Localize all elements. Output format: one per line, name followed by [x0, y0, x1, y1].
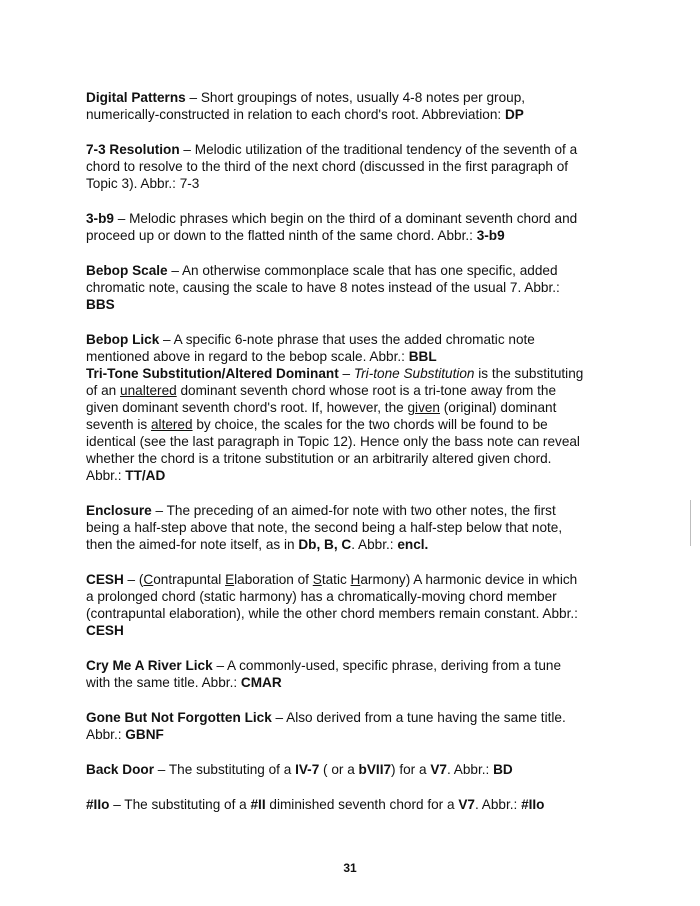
entry-gone-but-not-forgotten-lick: Gone But Not Forgotten Lick – Also derived from a tune having the same title. Abbr.: GBNF — [86, 710, 566, 742]
definition: Melodic utilization of the traditional tendency of the seventh of a chord to resolve to the third of the next chord (discussed in the first paragraph of Topic 3). Abbr.: 7-3 — [86, 142, 578, 191]
definition: An otherwise commonplace scale that has one specific, added chromatic note, causing the scale to have 8 notes instead of the usual 7. Abbr.: — [86, 263, 560, 295]
glossary — [86, 89, 586, 831]
entry-back-door: Back Door – The substituting of a IV-7 ( or a bVII7) for a V7. Abbr.: BD — [86, 762, 513, 777]
term: Bebop Lick — [86, 332, 160, 347]
definition: A specific 6-note phrase that uses the added chromatic note mentioned above in regard to the bebop scale. Abbr.: — [86, 332, 535, 364]
definition: The preceding of an aimed-for note with two other notes, the first being a half-step above that note, the second being a half-step below that note, then the aimed-for note itself, as in — [86, 503, 563, 552]
abbreviation: CMAR — [240, 675, 282, 690]
term: Back Door — [86, 762, 154, 777]
entry-3-b9: 3-b9 – Melodic phrases which begin on the third of a dominant seventh chord and proceed up or down to the flatted ninth of the same chord. Abbr.: 3-b9 — [86, 211, 578, 243]
term: #IIo — [86, 797, 110, 812]
entry-digital-patterns: Digital Patterns – Short groupings of notes, usually 4-8 notes per group, numerically-constructed in relation to each chord's root. Abbreviation: DP — [86, 90, 526, 122]
entry-bebop-lick: Bebop Lick – A specific 6-note phrase that uses the added chromatic note mentioned above in regard to the bebop scale. Abbr.: BBL — [86, 332, 535, 364]
term: Cry Me A River Lick — [86, 658, 213, 673]
entry-7-3-resolution: 7-3 Resolution – Melodic utilization of the traditional tendency of the seventh of a chord to resolve to the third of the next chord (discussed in the first paragraph of Topic 3). Abbr.: 7-3 — [86, 142, 578, 191]
entry-enclosure: Enclosure – The preceding of an aimed-for note with two other notes, the first being a half-step above that note, the second being a half-step below that note, then the aimed-for note itself, as in Db, B, C. Abbr.: encl. — [86, 503, 563, 552]
entry-sharp-iio: #IIo – The substituting of a #II diminished seventh chord for a V7. Abbr.: #IIo — [86, 797, 545, 812]
definition: A commonly-used, specific phrase, deriving from a tune with the same title. Abbr.: — [86, 658, 562, 690]
scan-edge-mark — [690, 500, 691, 546]
term: Enclosure — [86, 503, 152, 518]
definition: Also derived from a tune having the same title. Abbr.: — [86, 710, 566, 742]
term: 3-b9 — [86, 211, 114, 226]
abbreviation: 3-b9 — [476, 228, 505, 243]
abbreviation: TT/AD — [125, 468, 166, 483]
entry-cesh: CESH – (Contrapuntal Elaboration of Static Harmony) A harmonic device in which a prolonged chord (static harmony) has a chromatically-moving chord member (contrapuntal elaboration), while the other chord members remain constant. Abbr.: CESH — [86, 572, 578, 638]
page-number: 31 — [343, 861, 357, 875]
term: Gone But Not Forgotten Lick — [86, 710, 272, 725]
term: CESH — [86, 572, 124, 587]
abbreviation: BBS — [86, 297, 115, 312]
entry-bebop-scale: Bebop Scale – An otherwise commonplace scale that has one specific, added chromatic note, causing the scale to have 8 notes instead of the usual 7. Abbr.: BBS — [86, 263, 560, 312]
abbreviation: encl. — [397, 537, 429, 552]
term: 7-3 Resolution — [86, 142, 180, 157]
definition: Short groupings of notes, usually 4-8 notes per group, numerically-constructed in relation to each chord's root. Abbreviation: — [86, 90, 526, 122]
term: Tri-Tone Substitution/Altered Dominant — [86, 366, 339, 381]
abbreviation: DP — [504, 107, 524, 122]
term: Digital Patterns — [86, 90, 186, 105]
definition: Melodic phrases which begin on the third of a dominant seventh chord and proceed up or down to the flatted ninth of the same chord. Abbr.: — [86, 211, 578, 243]
abbreviation: BBL — [408, 349, 437, 364]
abbreviation: BD — [493, 762, 513, 777]
abbreviation: #IIo — [521, 797, 545, 812]
term: Bebop Scale — [86, 263, 168, 278]
entry-cry-me-a-river-lick: Cry Me A River Lick – A commonly-used, specific phrase, deriving from a tune with the same title. Abbr.: CMAR — [86, 658, 562, 690]
abbreviation: GBNF — [125, 727, 164, 742]
abbreviation: CESH — [86, 623, 124, 638]
entry-tri-tone-substitution: Tri-Tone Substitution/Altered Dominant – Tri-tone Substitution is the substituting of an unaltered dominant seventh chord whose root is a tri-tone away from the given dominant seventh chord's root. If, however, the given (original) dominant seventh is altered by choice, the scales for the two chords will be found to be identical (see the last paragraph in Topic 12). Hence only the bass note can reveal whether the chord is a tritone substitution or an arbitrarily altered given chord. Abbr.: TT/AD — [86, 366, 584, 483]
